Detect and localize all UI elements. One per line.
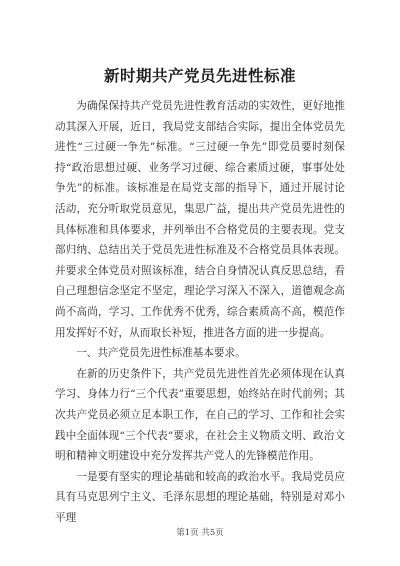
document-body	[55, 96, 345, 528]
paragraph-requirements: 在新的历史条件下，共产党员先进性首先必须体现在认真学习、身体力行“三个代表”重要思想，始终站在时代前列；其次共产党员必须立足本职工作，在自己的学习、工作和社会实践中全面体现“三个代表”要求，在社会主义物质文明、政治文明和精神文明建设中充分发挥共产党人的先锋模范作用。	[55, 367, 345, 463]
document-title: 新时期共产党员先进性标准	[103, 66, 296, 85]
page-number: 第1页 共5页	[176, 528, 224, 538]
paragraph-intro: 为确保保持共产党员先进性教育活动的实效性，更好地推动其深入开展，近日，我局党支部结合实际，提出全体党员先进性“三过硬一争先”标准。“三过硬一争先”即党员要时刻保持“政治思想过硬、业务学习过硬、综合素质过硬，事事处处争先”的标准。该标准是在局党支部的指导下，通过开展讨论活动，充分听取党员意见，集思广益，提出共产党员先进性的具体标准和具体要求，并列举出不合格党员的主要表现。党支部归纳、总结出关于党员先进性标准及不合格党员具体表现。并要求全体党员对照该标准，结合自身情况认真反思总结，看自己理想信念坚定不坚定，理论学习深入不深入，道德观念高尚不高尚，学习、工作优秀不优秀，综合素质高不高，模范作用发挥好不好，从而取长补短，推进各方面的进一步提高。	[55, 100, 345, 339]
section-heading: 一、共产党员先进性标准基本要求。	[76, 347, 246, 360]
paragraph-first-point: 一是要有坚实的理论基础和较高的政治水平。我局党员应具有马克思列宁主义、毛泽东思想的理论基础，特别是对邓小平理	[55, 470, 345, 524]
